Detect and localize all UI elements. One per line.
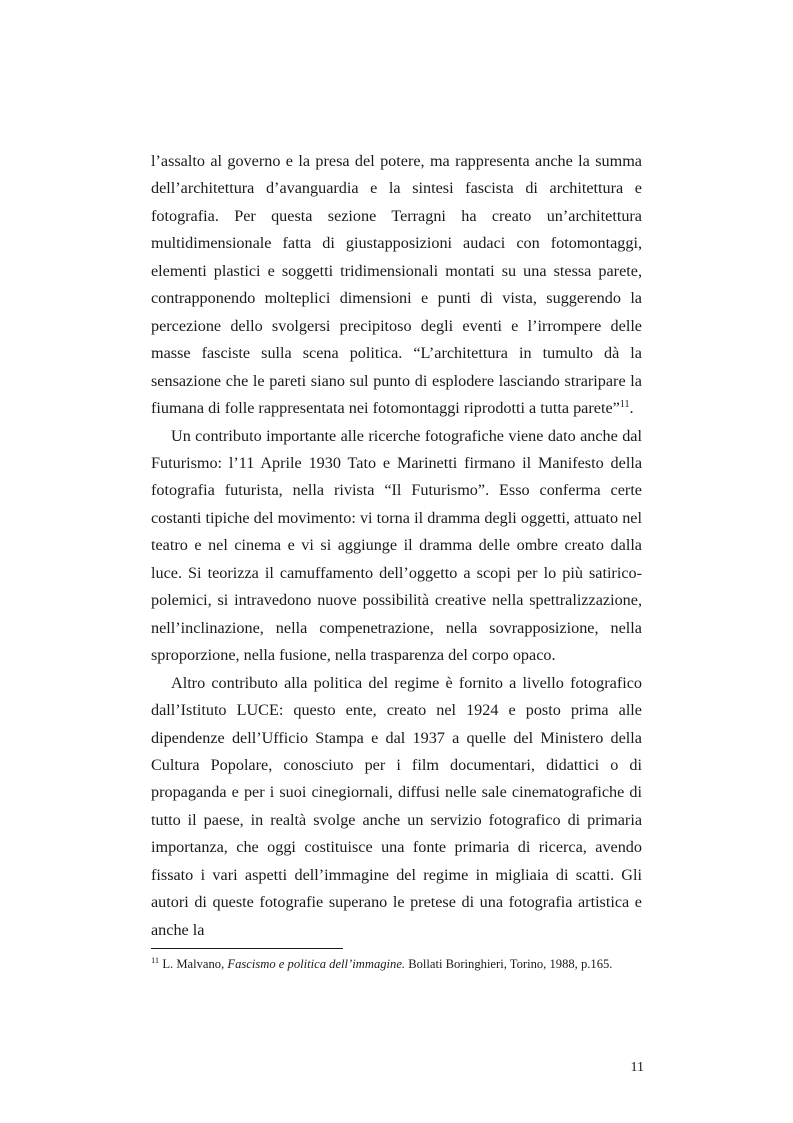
footnote xyxy=(151,955,671,973)
footnote-number: 11 xyxy=(151,955,160,965)
main-text xyxy=(151,148,642,944)
paragraph-1 xyxy=(151,148,642,423)
footnote-publication: Bollati Boringhieri, Torino, 1988, p.165. xyxy=(405,957,613,971)
paragraph-1-text: l’assalto al governo e la presa del potere, ma rappresenta anche la summa dell’architettura d’avanguardia e la sintesi fascista di architettura e fotografia. Per questa sezione Terragni ha creato un’architettura multidimensionale fatta di giustapposizioni audaci con fotomontaggi, elementi plastici e soggetti tridimensionali montati su una stessa parete, contrapponendo molteplici dimensioni e punti di vista, suggerendo la percezione dello svolgersi precipitoso degli eventi e l’irrompere delle masse fasciste sulla scena politica. “L’architettura in tumulto dà la sensazione che le pareti siano sul punto di esplodere lasciando straripare la fiumana di folle rappresentata nei fotomontaggi riprodotti a tutta parete” xyxy=(151,152,642,418)
paragraph-2: Un contributo importante alle ricerche fotografiche viene dato anche dal Futurismo: l’11 Aprile 1930 Tato e Marinetti firmano il Manifesto della fotografia futurista, nella rivista “Il Futurismo”. Esso conferma certe costanti tipiche del movimento: vi torna il dramma degli oggetti, attuato nel teatro e nel cinema e vi si aggiunge il dramma delle ombre creato dalla luce. Si teorizza il camuffamento dell’oggetto a scopi per lo più satirico-polemici, si intravedono nuove possibilità creative nella spettralizzazione, nell’inclinazione, nella compenetrazione, nella sovrapposizione, nella sproporzione, nella fusione, nella trasparenza del corpo opaco. xyxy=(151,426,642,665)
page-number: 11 xyxy=(630,1060,644,1075)
footnote-divider xyxy=(151,948,343,949)
footnote-author: L. Malvano, xyxy=(159,957,228,971)
paragraph-3: Altro contributo alla politica del regime è fornito a livello fotografico dall’Istituto LUCE: questo ente, creato nel 1924 e posto prima alle dipendenze dell’Ufficio Stampa e dal 1937 a quelle del Ministero della Cultura Popolare, conosciuto per i film documentari, didattici o di propaganda e per i suoi cinegiornali, diffusi nelle sale cinematografiche di tutto il paese, in realtà svolge anche un servizio fotografico di primaria importanza, che oggi costituisce una fonte primaria di ricerca, avendo fissato i vari aspetti dell’immagine del regime in migliaia di scatti. Gli autori di queste fotografie superano le pretese di una fotografia artistica e anche la xyxy=(151,673,642,939)
footnote-reference: 11 xyxy=(619,399,630,411)
paragraph-1-end: . xyxy=(629,399,634,418)
footnote-title: Fascismo e politica dell’immagine. xyxy=(227,957,406,971)
